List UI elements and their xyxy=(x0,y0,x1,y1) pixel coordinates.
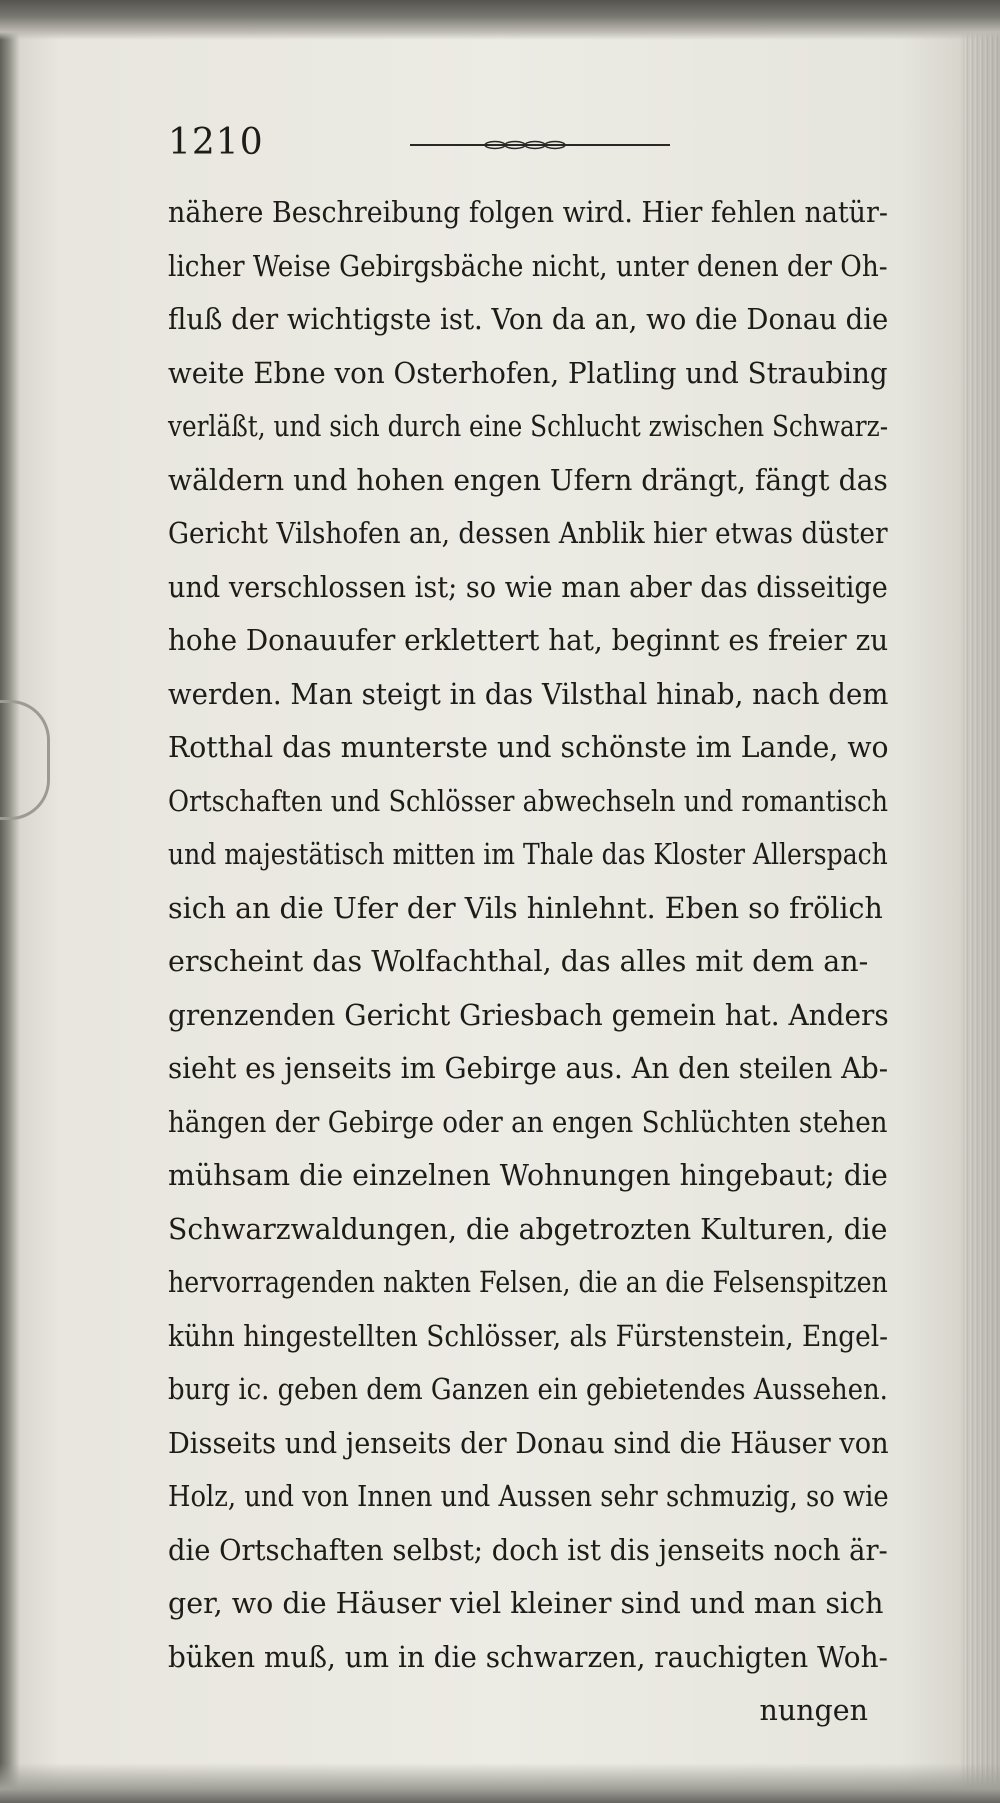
page-number: 1210 xyxy=(168,122,264,163)
text-line: Ortschaften und Schlösser abwechseln und romantisch xyxy=(168,784,888,818)
page-edges-right xyxy=(964,0,1000,1803)
text-line: grenzenden Gericht Griesbach gemein hat. Anders xyxy=(168,998,889,1032)
page-clip-mark xyxy=(0,700,50,820)
text-line: hervorragenden nakten Felsen, die an die Felsenspitzen xyxy=(168,1266,888,1299)
text-line: die Ortschaften selbst; doch ist dis jenseits noch är- xyxy=(168,1533,888,1567)
text-line: sieht es jenseits im Gebirge aus. An den steilen Ab- xyxy=(168,1052,889,1085)
text-line: nähere Beschreibung folgen wird. Hier fehlen natür- xyxy=(168,196,888,229)
catchword: nungen xyxy=(759,1694,868,1727)
text-line: Gericht Vilshofen an, dessen Anblik hier etwas düster xyxy=(168,517,888,550)
text-line: sich an die Ufer der Vils hinlehnt. Eben so frölich xyxy=(168,891,883,925)
text-line: Holz, und von Innen und Aussen sehr schmuzig, so wie xyxy=(168,1480,889,1513)
text-line: und verschlossen ist; so wie man aber das disseitige xyxy=(168,570,888,604)
text-line: Disseits und jenseits der Donau sind die Häuser von xyxy=(168,1426,889,1460)
text-line: und majestätisch mitten im Thale das Kloster Allerspach xyxy=(168,838,888,871)
text-line: ger, wo die Häuser viel kleiner sind und man sich xyxy=(168,1587,884,1620)
text-line: burg ic. geben dem Ganzen ein gebietendes Aussehen. xyxy=(168,1373,888,1406)
text-line: Rotthal das munterste und schönste im Lande, wo xyxy=(168,731,889,764)
body-text xyxy=(168,186,908,1738)
bottom-shadow xyxy=(0,1763,1000,1803)
text-line: kühn hingestellten Schlösser, als Fürstenstein, Engel- xyxy=(168,1319,889,1353)
text-line: erscheint das Wolfachthal, das alles mit dem an- xyxy=(168,945,869,978)
text-line: licher Weise Gebirgsbäche nicht, unter denen der Oh- xyxy=(168,249,888,283)
text-line: hängen der Gebirge oder an engen Schlüchten stehen xyxy=(168,1105,888,1139)
text-line: weite Ebne von Osterhofen, Platling und Straubing xyxy=(168,356,888,390)
text-line: fluß der wichtigste ist. Von da an, wo die Donau die xyxy=(168,303,889,336)
text-line: wäldern und hohen engen Ufern drängt, fängt das xyxy=(168,463,888,497)
header-ornament xyxy=(410,140,670,150)
top-shadow xyxy=(0,0,1000,40)
text-line: Schwarzwaldungen, die abgetrozten Kulturen, die xyxy=(168,1212,888,1246)
text-line: werden. Man steigt in das Vilsthal hinab, nach dem xyxy=(168,677,889,711)
text-line: hohe Donauufer erklettert hat, beginnt es freier zu xyxy=(168,624,889,657)
text-line: büken muß, um in die schwarzen, rauchigten Woh- xyxy=(168,1640,888,1674)
text-line: verläßt, und sich durch eine Schlucht zwischen Schwarz- xyxy=(168,410,889,443)
text-line: mühsam die einzelnen Wohnungen hingebaut; die xyxy=(168,1159,888,1192)
